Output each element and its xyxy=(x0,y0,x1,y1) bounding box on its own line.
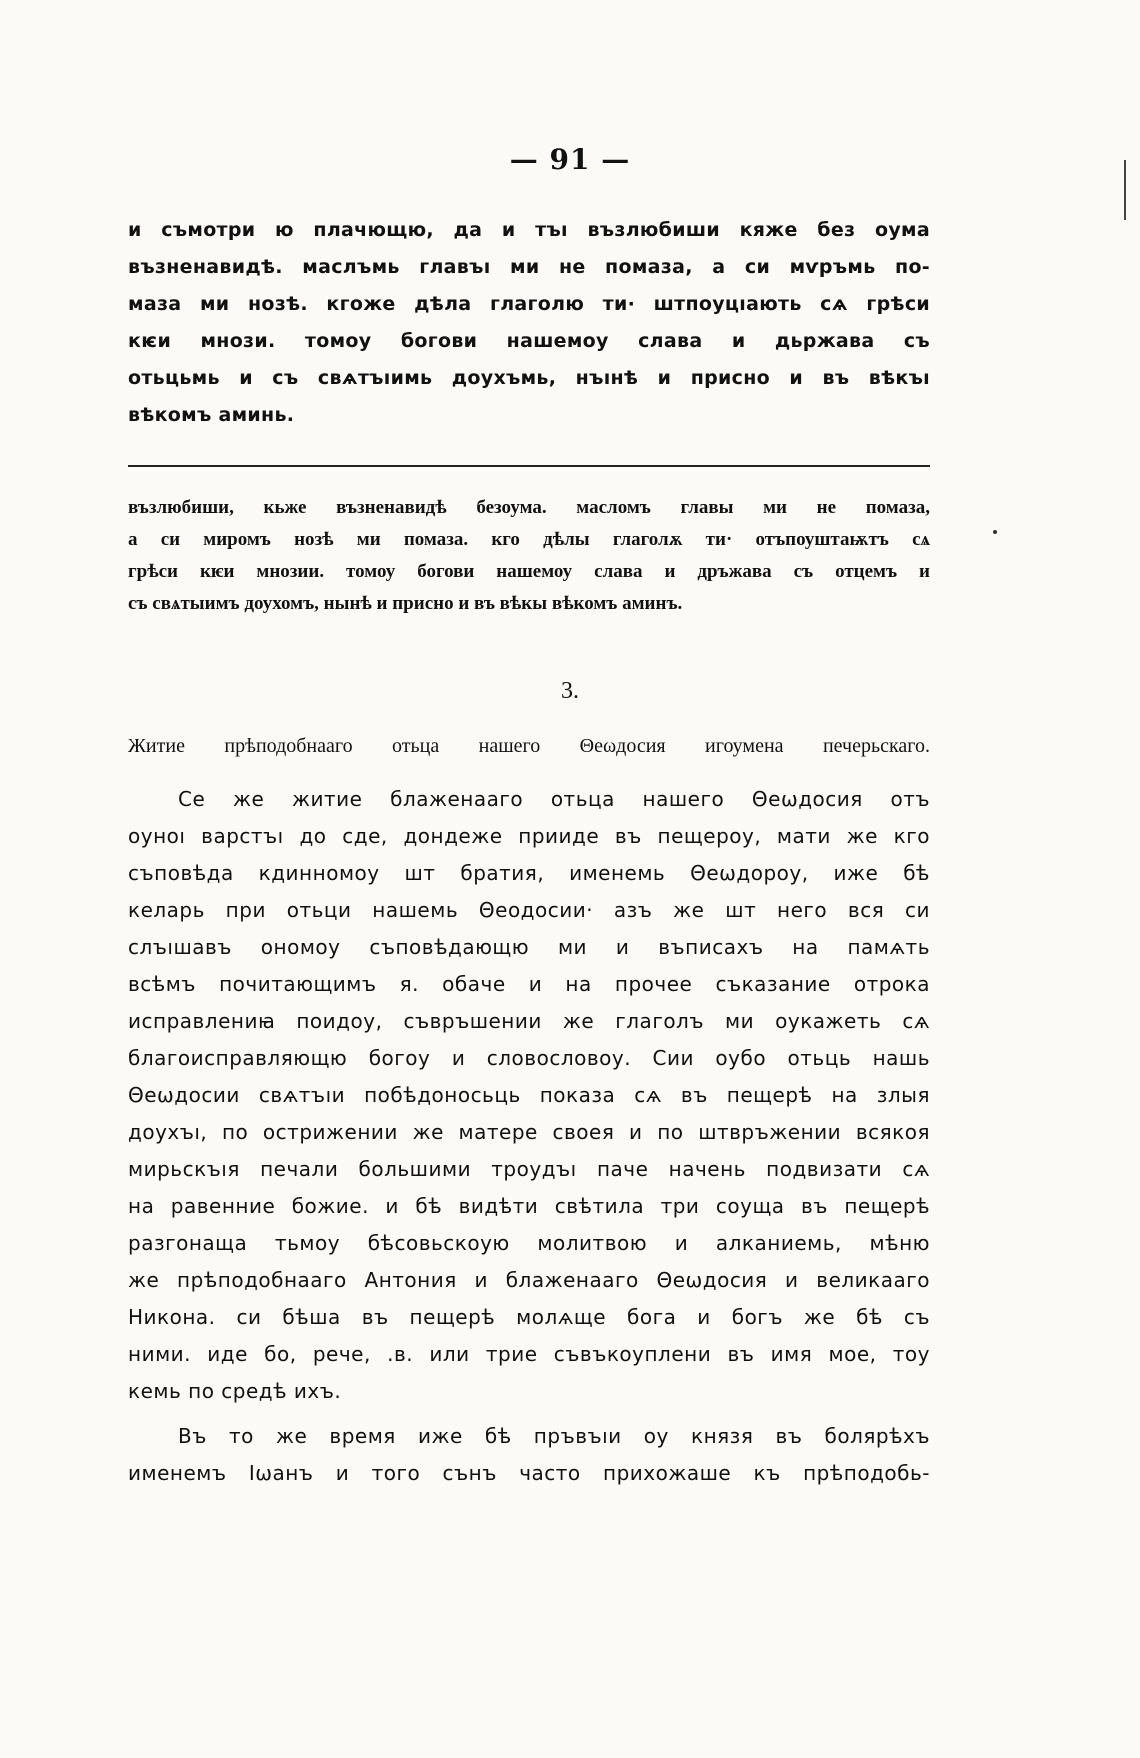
section-title: Житие прѣподобнааго отьца нашего Θеωдосия игоумена печерьскаго. xyxy=(128,735,930,757)
body-text xyxy=(128,781,930,1492)
transliteration-line: съ свѧтыимъ доухомъ, нынѣ и присно и въ вѣкы вѣкомъ аминъ. xyxy=(128,593,683,614)
body-line: именемъ Iωанъ и того сънъ часто прихожаше къ прѣподобь- xyxy=(128,1461,930,1485)
body-line: съповѣда кдинномоу шт братия, именемь Θеωдороу, иже бѣ xyxy=(128,861,930,885)
body-line: оуноı варстъı до сде, дондеже прииде въ пещерoу, мати же кго xyxy=(128,824,930,848)
old-text-line: възненавидѣ. маслъмь главъı ми не помаза, а си мѵръмь по- xyxy=(128,256,930,278)
body-line: мирьскъıя печали большими троудъı паче начень подвизати сѧ xyxy=(128,1157,930,1181)
body-line: Въ то же время иже бѣ пръвъıи оу князя въ болярѣхъ xyxy=(178,1424,930,1448)
section-divider xyxy=(128,465,930,467)
body-line: на равенние божие. и бѣ видѣти свѣтила три соуща въ пещерѣ xyxy=(128,1194,930,1218)
body-line: кемь по средѣ ихъ. xyxy=(128,1379,342,1403)
transliteration-line: грѣси кѥи мнозии. томоу богови нашемоу слава и дръжава съ отцемъ и xyxy=(128,561,930,582)
body-line: слъıшавъ ономоу съповѣдающю ми и въписахъ на памѧть xyxy=(128,935,930,959)
body-line: разгонаща тьмоу бѣсовьскоую молитвою и алканиемь, мѣню xyxy=(128,1231,930,1255)
body-line: Никона. си бѣша въ пещерѣ молѧще бога и богъ же бѣ съ xyxy=(128,1305,930,1329)
transliteration-block xyxy=(128,492,930,620)
body-line: доухъı, по острижении же матере своея и по штвръжении всякоя xyxy=(128,1120,930,1144)
body-line: же прѣподобнааго Антония и блаженааго Θеωдосия и великааго xyxy=(128,1268,930,1292)
body-line: всѣмъ почитающимъ я. обаче и на прочее съказание отрока xyxy=(128,972,930,996)
body-line: благоисправляющю богоу и словословоу. Сии оубо отьць нашь xyxy=(128,1046,930,1070)
section-number: 3. xyxy=(561,678,579,704)
margin-dot xyxy=(993,530,997,534)
body-line: Θеωдосии свѧтъıи побѣдоносьць показа сѧ въ пещерѣ на злыя xyxy=(128,1083,930,1107)
old-text-line: кѥи мнози. томоу богови нашемоу слава и дьржава съ xyxy=(128,330,930,352)
old-text-line: и съмотри ю плачющю, да и тъı възлюбиши кяже без оума xyxy=(128,219,930,241)
old-text-excerpt xyxy=(128,212,930,434)
page-number: — 91 — xyxy=(509,143,631,176)
body-line: исправлениꙗ поидоу, съвръшении же глаголъ ми оукажеть сѧ xyxy=(128,1009,930,1033)
body-line: келарь при отьци нашемь Θеодосии· азъ же шт него вся си xyxy=(128,898,930,922)
body-line: ними. иде бо, рече, .в. или трие съвъкоуплени въ имя мое, тоу xyxy=(128,1342,930,1366)
transliteration-line: а си миромъ нозѣ ми помаза. кго дѣлы глаголѫ ти· отъпоуштаѭтъ сѧ xyxy=(128,529,930,550)
transliteration-line: възлюбиши, кьже възненавидѣ безоума. масломъ главы ми не помаза, xyxy=(128,497,930,518)
body-line: Се же житие блаженаагo отьца нашего Θеωдосия отъ xyxy=(178,787,930,811)
old-text-line: отьцьмь и съ свѧтъıимь доухъмь, нъıнѣ и присно и въ вѣкъı xyxy=(128,367,930,389)
old-text-line: вѣкомъ аминь. xyxy=(128,404,295,426)
old-text-line: маза ми нозѣ. кгоже дѣла глаголю ти· штпоуцıають сѧ грѣси xyxy=(128,293,930,315)
